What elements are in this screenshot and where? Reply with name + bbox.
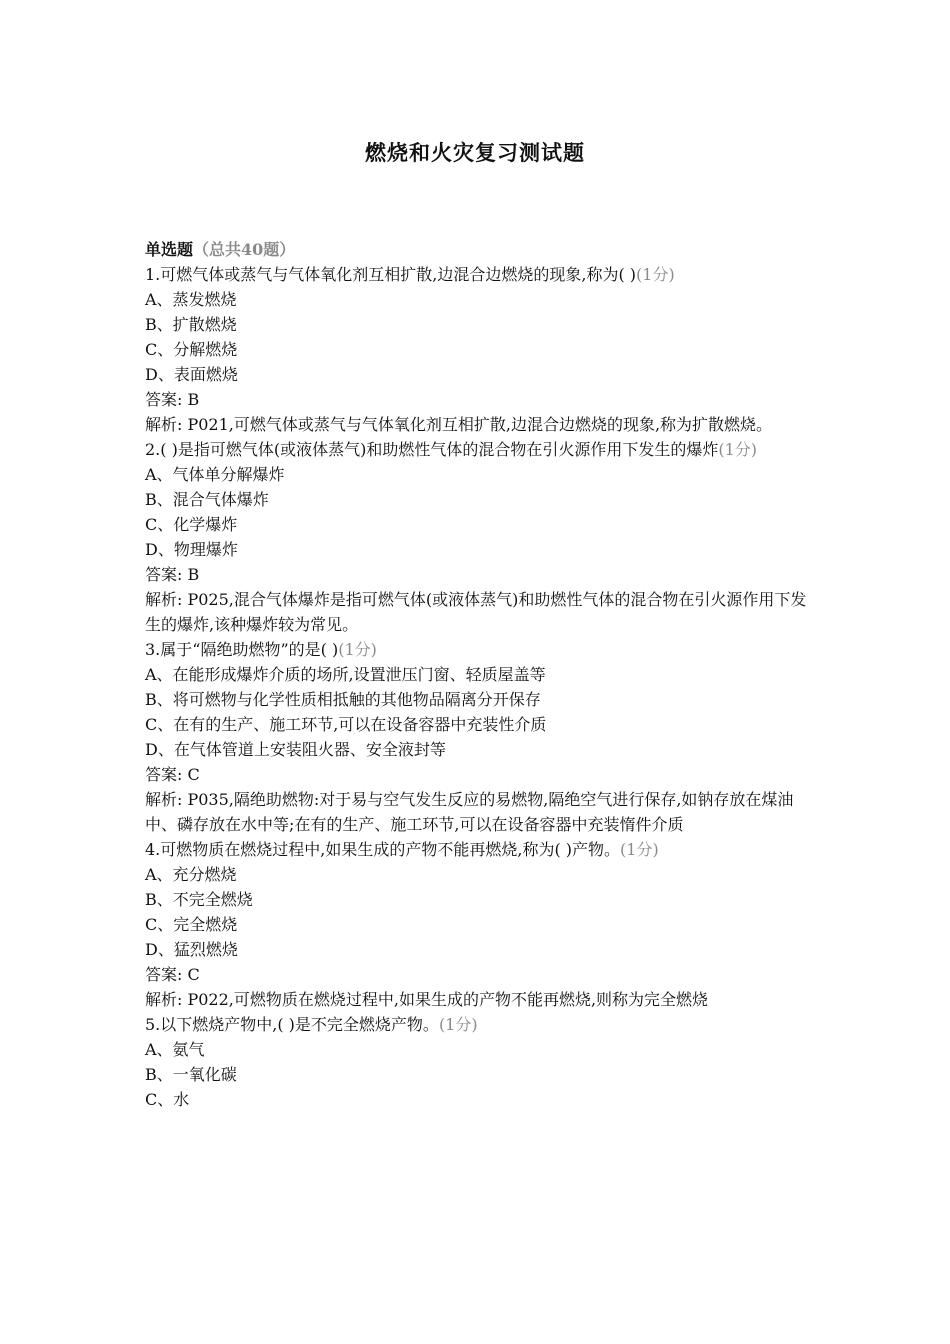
- option-a: A、在能形成爆炸介质的场所,设置泄压门窗、轻质屋盖等: [145, 665, 546, 684]
- answer: 答案: B: [145, 565, 200, 584]
- question-score: (1分): [338, 640, 377, 659]
- analysis: 解析: P025,混合气体爆炸是指可燃气体(或液体蒸气)和助燃性气体的混合物在引火源作用下发生的爆炸,该种爆炸较为常见。: [145, 590, 807, 634]
- section-count: （总共40题）: [193, 240, 296, 259]
- option-d: D、表面燃烧: [145, 365, 238, 384]
- question-stem: 4.可燃物质在燃烧过程中,如果生成的产物不能再燃烧,称为( )产物。(1分): [145, 840, 659, 859]
- option-c: C、水: [145, 1090, 190, 1109]
- question-stem: 2.( )是指可燃气体(或液体蒸气)和助燃性气体的混合物在引火源作用下发生的爆炸(1分): [145, 440, 757, 459]
- question-score: (1分): [636, 265, 675, 284]
- option-c: C、分解燃烧: [145, 340, 238, 359]
- question-stem: 1.可燃气体或蒸气与气体氧化剂互相扩散,边混合边燃烧的现象,称为( )(1分): [145, 265, 675, 284]
- option-d: D、在气体管道上安装阻火器、安全液封等: [145, 740, 446, 759]
- option-c: C、完全燃烧: [145, 915, 238, 934]
- option-a: A、氨气: [145, 1040, 205, 1059]
- question-score: (1分): [438, 1015, 478, 1034]
- option-b: B、混合气体爆炸: [145, 490, 269, 509]
- option-b: B、扩散燃烧: [145, 315, 237, 334]
- option-b: B、将可燃物与化学性质相抵触的其他物品隔离分开保存: [145, 690, 541, 709]
- option-d: D、猛烈燃烧: [145, 940, 238, 959]
- option-c: C、在有的生产、施工环节,可以在设备容器中充装性介质: [145, 715, 547, 734]
- section-label: 单选题: [145, 240, 194, 259]
- analysis: 解析: P021,可燃气体或蒸气与气体氧化剂互相扩散,边混合边燃烧的现象,称为扩散燃烧。: [145, 415, 773, 434]
- analysis: 解析: P022,可燃物质在燃烧过程中,如果生成的产物不能再燃烧,则称为完全燃烧: [145, 990, 709, 1009]
- answer: 答案: C: [145, 965, 200, 984]
- question-stem: 5.以下燃烧产物中,( )是不完全燃烧产物。(1分): [145, 1015, 478, 1034]
- question-list: [145, 237, 810, 1112]
- option-b: B、不完全燃烧: [145, 890, 253, 909]
- option-c: C、化学爆炸: [145, 515, 238, 534]
- option-a: A、充分燃烧: [145, 865, 237, 884]
- document-title: 燃烧和火灾复习测试题: [365, 140, 585, 165]
- question-stem: 3.属于“隔绝助燃物”的是( )(1分): [145, 640, 377, 659]
- option-a: A、蒸发燃烧: [145, 290, 237, 309]
- analysis: 解析: P035,隔绝助燃物:对于易与空气发生反应的易燃物,隔绝空气进行保存,如钠存放在煤油中、磷存放在水中等;在有的生产、施工环节,可以在设备容器中充装惰件介质: [145, 790, 794, 834]
- answer: 答案: B: [145, 390, 200, 409]
- option-a: A、气体单分解爆炸: [145, 465, 285, 484]
- option-d: D、物理爆炸: [145, 540, 238, 559]
- question-score: (1分): [718, 440, 757, 459]
- section-heading: [145, 237, 810, 262]
- option-b: B、一氧化碳: [145, 1065, 237, 1084]
- question-score: (1分): [620, 840, 659, 859]
- answer: 答案: C: [145, 765, 200, 784]
